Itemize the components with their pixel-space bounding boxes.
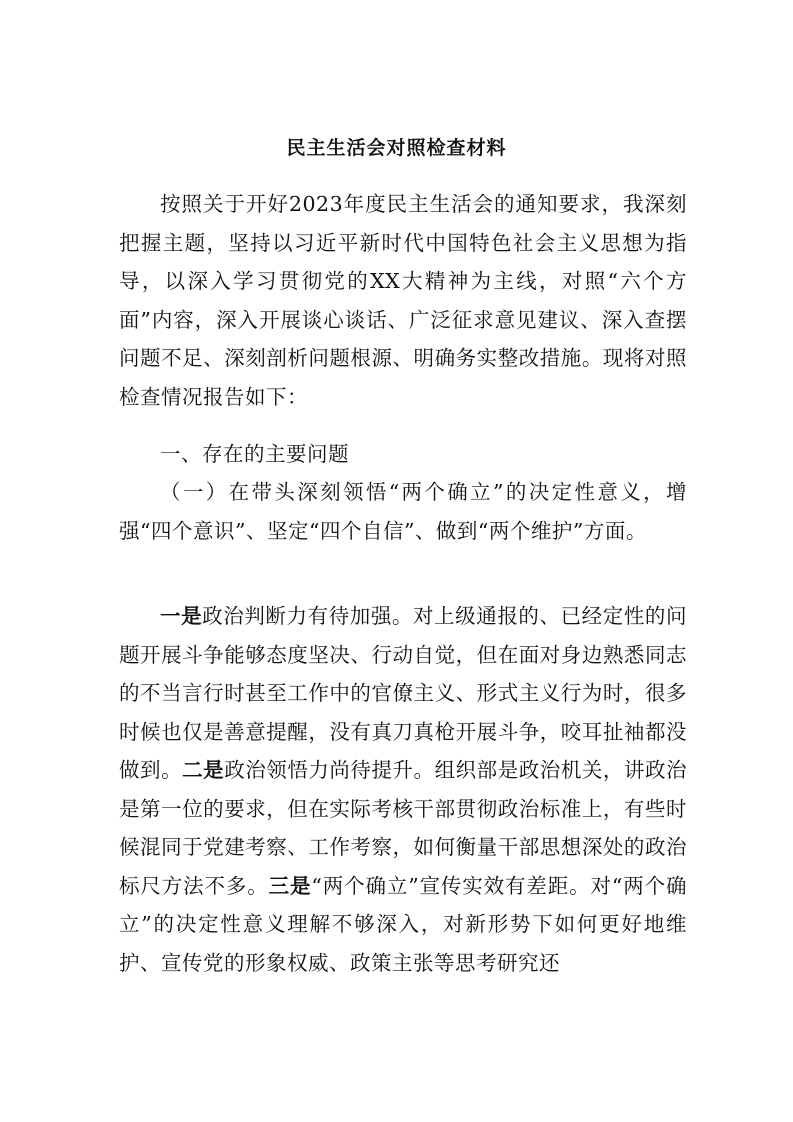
point-2-label: 二是 [182,758,225,782]
point-1-text: 政治判断力有待加强。对上级通报的、已经定性的问题开展斗争能够态度坚决、行动自觉，但在面对身边熟悉同志的不当言行时甚至工作中的官僚主义、形式主义行为时，很多时候也仅是善意提醒，没有真刀真枪开展斗争，咬耳扯袖都没做到。 [119,604,688,782]
intro-paragraph-block [119,185,687,416]
subsection-heading-block [119,473,687,550]
point-3-label: 三是 [268,873,312,898]
section-heading: 一、存在的主要问题 [160,442,349,466]
section-heading-block [119,435,687,474]
intro-paragraph: 按照关于开好2023年度民主生活会的通知要求，我深刻把握主题，坚持以习近平新时代中国特色社会主义思想为指导，以深入学习贯彻党的XX大精神为主线，对照“六个方面”内容，深入开展谈心谈话、广泛征求意见建议、深入查摆问题不足、深刻剖析问题根源、明确务实整改措施。现将对照检查情况报告如下： [119,192,687,409]
point-2-text: 政治领悟力尚待提升。组织部是政治机关，讲政治是第一位的要求，但在实际考核干部贯彻政治标准上，有些时候混同于党建考察、工作考察，如何衡量干部思想深处的政治标尺方法不多。 [119,758,688,898]
issues-paragraph [119,597,687,982]
point-1-label: 一是 [160,604,203,628]
point-3-text: “两个确立”宣传实效有差距。对“两个确立”的决定性意义理解不够深入，对新形势下如何更好地维护、宣传党的形象权威、政策主张等思考研究还 [119,873,687,975]
issues-paragraph-block [119,597,687,982]
document-title: 民主生活会对照检查材料 [286,137,507,159]
subsection-heading: （一）在带头深刻领悟“两个确立”的决定性意义，增强“四个意识”、坚定“四个自信”、做到“两个维护”方面。 [119,480,687,543]
